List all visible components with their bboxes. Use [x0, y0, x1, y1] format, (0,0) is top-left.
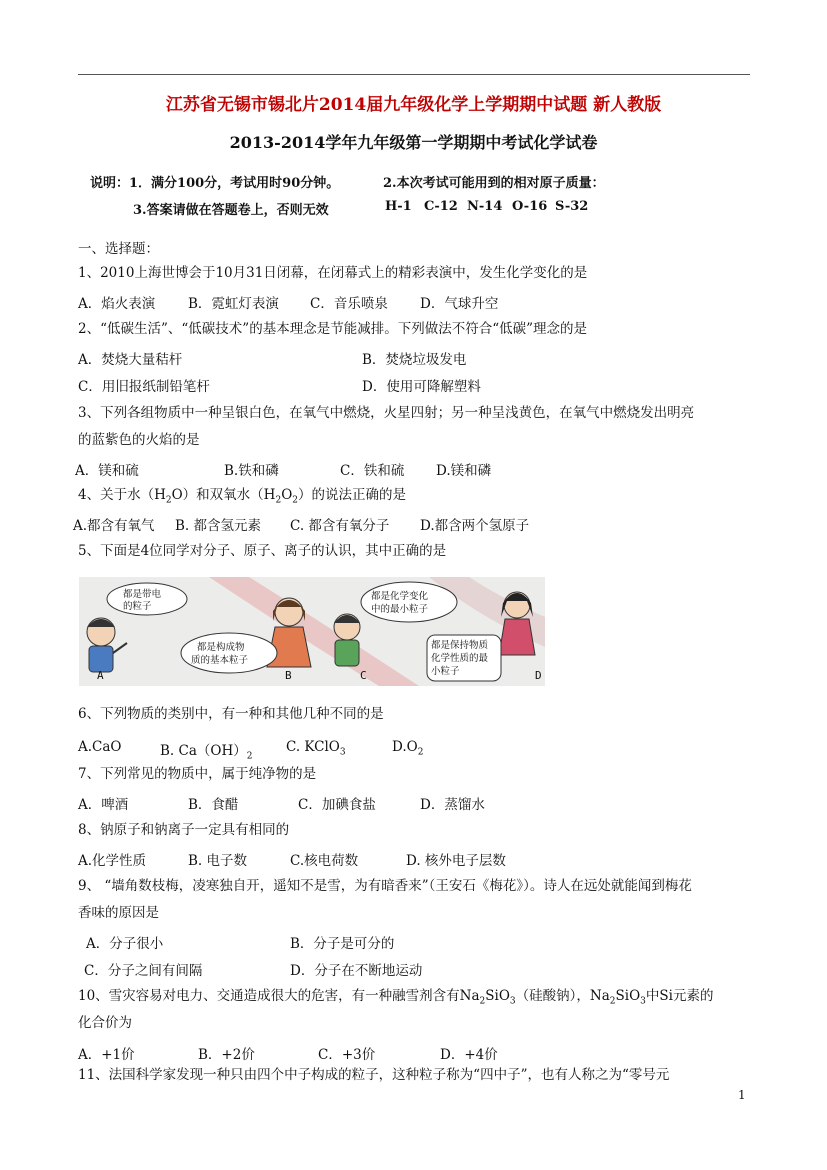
q7-stem: 7、下列常见的物质中，属于纯净物的是	[78, 766, 317, 782]
bubble-a-line2: 的粒子	[123, 601, 152, 612]
q4-option-c: C. 都含有氧分子	[290, 518, 390, 534]
q1-option-c: C．音乐喷泉	[310, 296, 388, 312]
q3-option-a: A．镁和硫	[75, 463, 139, 479]
q4-stem: 4、关于水$(H_2O)$和双氧水$(H_2O_2)$的说法正确的是	[78, 487, 406, 506]
document-source-title: 江苏省无锡市锡北片2014届九年级化学上学期期中试题 新人教版	[165, 95, 662, 115]
atom-mass-n: N-14	[467, 199, 503, 214]
q10-stem-line2: 化合价为	[78, 1015, 132, 1031]
q1-option-a: A．焰火表演	[78, 296, 156, 312]
q1-option-d: D．气球升空	[420, 296, 499, 312]
student-a-illustration	[87, 618, 127, 672]
atom-mass-s: S-32	[555, 199, 589, 214]
q8-option-b: B. 电子数	[188, 853, 248, 869]
q3-option-b: B.铁和磷	[224, 463, 279, 479]
bubble-d-line3: 小粒子	[431, 666, 460, 677]
bubble-b-line2: 质的基本粒子	[191, 655, 249, 666]
q4-option-d: D.都含两个氢原子	[420, 518, 530, 534]
q5-cartoon-figure	[79, 577, 545, 686]
q7-option-b: B．食醋	[188, 797, 239, 813]
q5-cartoon-svg	[79, 577, 545, 686]
note-line1-b: 2.本次考试可能用到的相对原子质量：	[383, 176, 605, 191]
q2-option-c: C．用旧报纸制铅笔杆	[78, 379, 210, 395]
figure-label-b: B	[285, 669, 292, 682]
q9-stem-line2: 香味的原因是	[78, 905, 159, 921]
atom-mass-h: H-1	[385, 199, 412, 214]
page-number: 1	[738, 1088, 746, 1102]
note-line2-a: 3.答案请做在答题卷上，否则无效	[133, 203, 329, 218]
student-d-illustration	[499, 592, 535, 655]
q7-option-a: A．啤酒	[78, 797, 129, 813]
q10-option-c: C．+3价	[318, 1047, 376, 1063]
q8-option-d: D. 核外电子层数	[406, 853, 506, 869]
figure-label-a: A	[97, 669, 104, 682]
q10-option-a: A．+1价	[78, 1047, 135, 1063]
q2-stem: 2、“低碳生活”、“低碳技术”的基本理念是节能减排。下列做法不符合“低碳”理念的是	[78, 321, 587, 337]
q3-stem-line2: 的蓝紫色的火焰的是	[78, 432, 200, 448]
q9-option-b: B．分子是可分的	[290, 936, 395, 952]
bubble-a-line1: 都是带电	[123, 589, 162, 600]
q9-stem-line1: 9、 “墙角数枝梅，凌寒独自开，遥知不是雪，为有暗香来”（王安石《梅花》）。诗人在远处就能闻到梅花	[78, 878, 692, 894]
q3-stem-line1: 3、下列各组物质中一种呈银白色，在氧气中燃烧，火星四射；另一种呈浅黄色，在氧气中燃烧发出明亮	[78, 405, 695, 421]
q6-stem: 6、下列物质的类别中，有一种和其他几种不同的是	[78, 706, 384, 722]
section-heading: 一、选择题：	[78, 241, 159, 257]
q2-option-a: A．焚烧大量秸杆	[78, 352, 183, 368]
bubble-d-line2: 化学性质的最	[431, 653, 489, 664]
exam-title: 2013-2014学年九年级第一学期期中考试化学试卷	[229, 133, 598, 152]
q6-option-b: B. $Ca(OH)_2$	[160, 743, 253, 762]
q10-option-d: D．+4价	[440, 1047, 498, 1063]
header-rule	[78, 74, 750, 75]
atom-mass-o: O-16	[512, 199, 548, 214]
note-line1-a: 说明：1．满分100分，考试用时90分钟。	[90, 176, 340, 191]
bubble-b-line1: 都是构成物	[197, 642, 245, 653]
q8-stem: 8、钠原子和钠离子一定具有相同的	[78, 822, 290, 838]
q11-stem: 11、法国科学家发现一种只由四个中子构成的粒子，这种粒子称为“四中子”，也有人称之为“零号元	[78, 1067, 670, 1083]
q4-option-b: B. 都含氢元素	[175, 518, 262, 534]
q10-option-b: B．+2价	[198, 1047, 255, 1063]
q6-option-d: $D.O_2$	[392, 739, 424, 758]
q1-stem: 1、2010上海世博会于10月31日闭幕，在闭幕式上的精彩表演中，发生化学变化的是	[78, 265, 588, 281]
q9-option-c: C．分子之间有间隔	[84, 963, 203, 979]
q6-option-a: A.CaO	[78, 739, 122, 755]
q5-stem: 5、下面是4位同学对分子、原子、离子的认识，其中正确的是	[78, 543, 447, 559]
q3-option-c: C．铁和硫	[340, 463, 405, 479]
q1-option-b: B．霓虹灯表演	[188, 296, 279, 312]
q9-option-d: D．分子在不断地运动	[290, 963, 423, 979]
q10-stem-line1: 10、雪灾容易对电力、交通造成很大的危害，有一种融雪剂含有$Na_2SiO_3$（硅酸钠），$Na_2SiO_3$中Si元素的	[78, 988, 714, 1007]
q9-option-a: A．分子很小	[86, 936, 164, 952]
q2-option-d: D．使用可降解塑料	[362, 379, 481, 395]
q2-option-b: B．焚烧垃圾发电	[362, 352, 467, 368]
q7-option-d: D．蒸馏水	[420, 797, 485, 813]
figure-label-c: C	[360, 669, 367, 682]
q7-option-c: C．加碘食盐	[298, 797, 376, 813]
q4-option-a: A.都含有氧气	[73, 518, 155, 534]
bubble-c-line1: 都是化学变化	[371, 591, 429, 602]
q8-option-c: C.核电荷数	[290, 853, 359, 869]
q8-option-a: A.化学性质	[78, 853, 147, 869]
q3-option-d: D.镁和磷	[436, 463, 492, 479]
bubble-c-line2: 中的最小粒子	[371, 604, 429, 615]
bubble-d-line1: 都是保持物质	[431, 640, 489, 651]
figure-label-d: D	[535, 669, 542, 682]
atom-mass-c: C-12	[424, 199, 458, 214]
student-c-illustration	[334, 614, 360, 666]
q6-option-c: C. KClO$_3$	[286, 739, 346, 758]
